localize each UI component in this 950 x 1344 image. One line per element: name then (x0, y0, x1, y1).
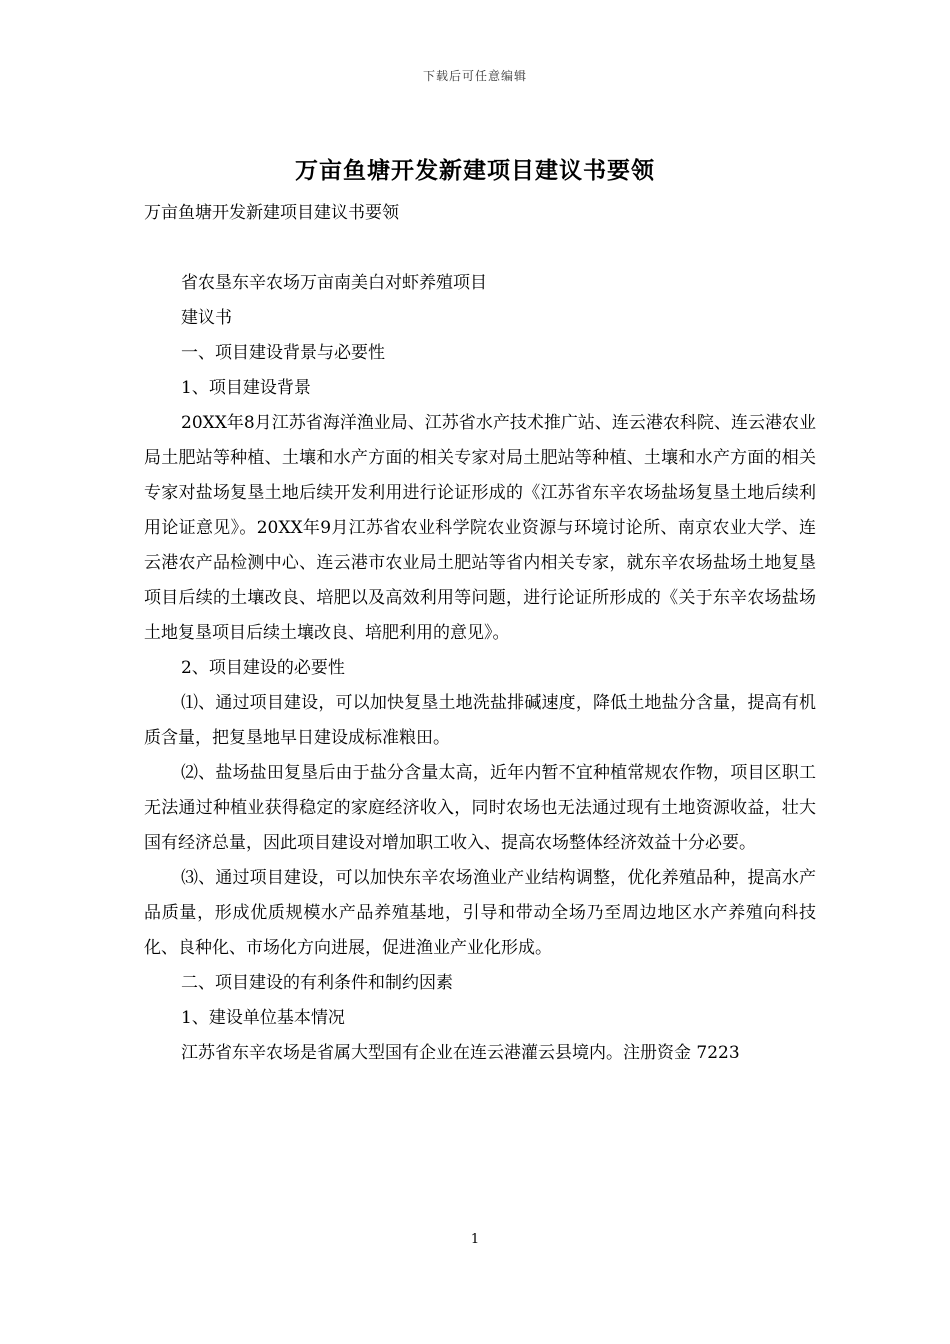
section-heading-1: 一、项目建设背景与必要性 (181, 343, 385, 363)
subsection-heading-1-2: 2、项目建设的必要性 (181, 658, 345, 678)
subtitle-line: 万亩鱼塘开发新建项目建议书要领 (144, 203, 399, 223)
paragraph-background: 20XX年8月江苏省海洋渔业局、江苏省水产技术推广站、连云港农科院、连云港农业局土肥站等种植、土壤和水产方面的相关专家对局土肥站等种植、土壤和水产方面的相关专家对盐场复垦土地后续开发利用进行论证形成的《江苏省东辛农场盐场复垦土地后续利用论证意见》。20XX年9月江苏省农业科学院农业资源与环境讨论所、南京农业大学、连云港农产品检测中心、连云港市农业局土肥站等省内相关专家，就东辛农场盐场土地复垦项目后续的土壤改良、培肥以及高效利用等问题，进行论证所形成的《关于东辛农场盐场土地复垦项目后续土壤改良、培肥利用的意见》。 (144, 413, 816, 643)
project-name: 省农垦东辛农场万亩南美白对虾养殖项目 (181, 273, 487, 293)
paragraph-necessity-3: ⑶、通过项目建设，可以加快东辛农场渔业产业结构调整，优化养殖品种，提高水产品质量，形成优质规模水产品养殖基地，引导和带动全场乃至周边地区水产养殖向科技化、良种化、市场化方向进展，促进渔业产业化形成。 (144, 868, 816, 958)
document-body (144, 196, 816, 1071)
section-heading-2: 二、项目建设的有利条件和制约因素 (181, 973, 453, 993)
document-title: 万亩鱼塘开发新建项目建议书要领 (295, 157, 655, 184)
header-note: 下载后可任意编辑 (422, 69, 527, 83)
blank-line (144, 231, 816, 266)
paragraph-necessity-2: ⑵、盐场盐田复垦后由于盐分含量太高，近年内暂不宜种植常规农作物，项目区职工无法通过种植业获得稳定的家庭经济收入，同时农场也无法通过现有土地资源收益，壮大国有经济总量，因此项目建设对增加职工收入、提高农场整体经济效益十分必要。 (144, 763, 816, 853)
page-number: 1 (470, 1232, 480, 1247)
subsection-heading-1-1: 1、项目建设背景 (181, 378, 311, 398)
doc-type: 建议书 (181, 308, 232, 328)
paragraph-unit-info: 江苏省东辛农场是省属大型国有企业在连云港灌云县境内。注册资金 7223 (181, 1043, 740, 1063)
subsection-heading-2-1: 1、建设单位基本情况 (181, 1008, 345, 1028)
paragraph-necessity-1: ⑴、通过项目建设，可以加快复垦土地洗盐排碱速度，降低土地盐分含量，提高有机质含量，把复垦地早日建设成标准粮田。 (144, 693, 816, 748)
